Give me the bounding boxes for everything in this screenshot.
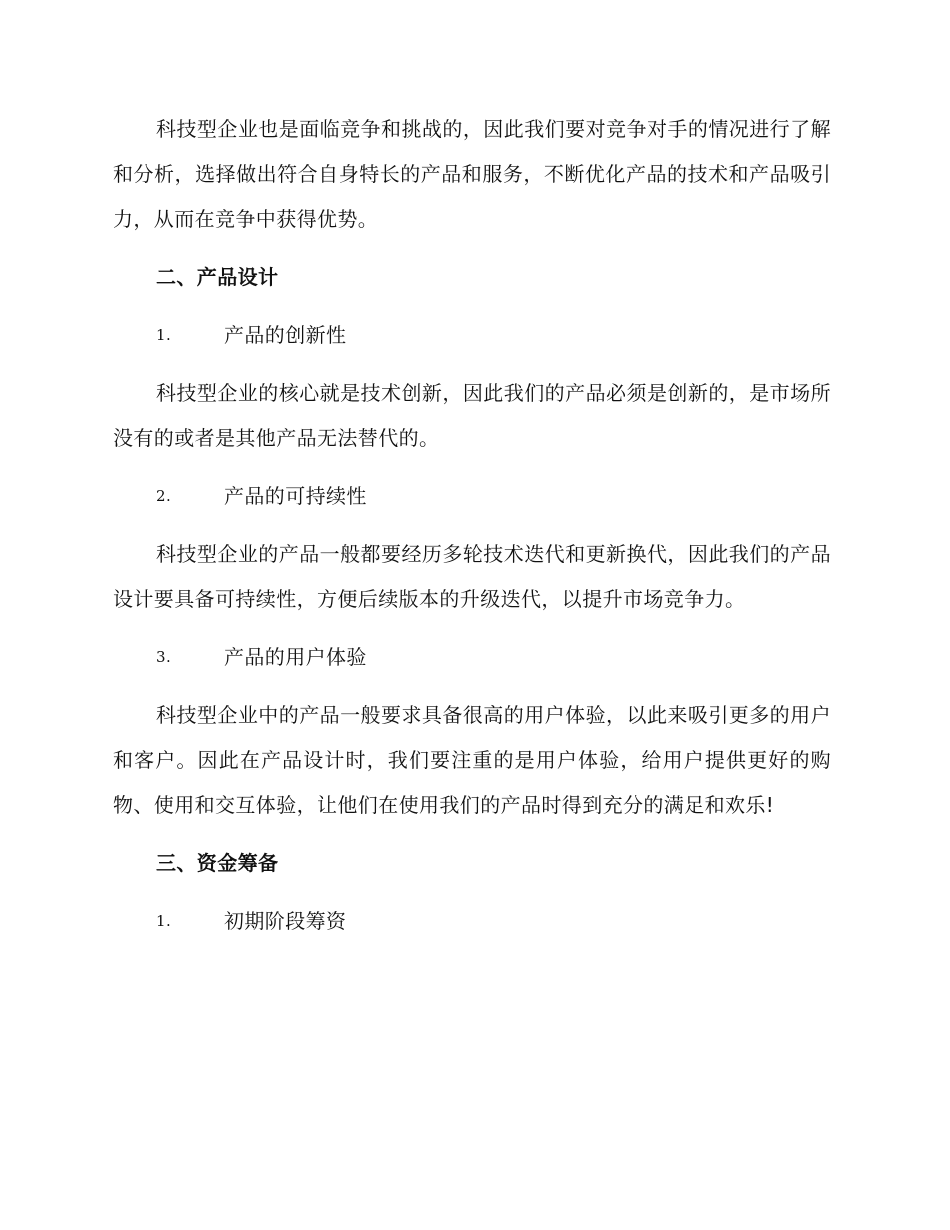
- list-item-initial-funding: [113, 899, 831, 944]
- list-number: 1.: [156, 912, 172, 930]
- document-body: [113, 107, 831, 957]
- list-item-innovation: [113, 313, 831, 358]
- list-item-user-experience: [113, 635, 831, 680]
- section-heading-funding: 三、资金筹备: [156, 851, 279, 875]
- list-label: 初期阶段筹资: [224, 909, 347, 933]
- list-number: 3.: [156, 648, 172, 666]
- paragraph-innovation: 科技型企业的核心就是技术创新，因此我们的产品必须是创新的，是市场所没有的或者是其他产品无法替代的。: [113, 381, 831, 450]
- paragraph-competition: 科技型企业也是面临竞争和挑战的，因此我们要对竞争对手的情况进行了解和分析，选择做出符合自身特长的产品和服务，不断优化产品的技术和产品吸引力，从而在竞争中获得优势。: [113, 117, 831, 231]
- list-label: 产品的创新性: [224, 323, 347, 347]
- list-label: 产品的用户体验: [224, 645, 367, 669]
- section-heading-product-design: 二、产品设计: [156, 265, 279, 289]
- list-item-sustainability: [113, 474, 831, 519]
- paragraph-sustainability: 科技型企业的产品一般都要经历多轮技术迭代和更新换代，因此我们的产品设计要具备可持续性，方便后续版本的升级迭代，以提升市场竞争力。: [113, 542, 831, 611]
- paragraph-user-experience: 科技型企业中的产品一般要求具备很高的用户体验，以此来吸引更多的用户和客户。因此在产品设计时，我们要注重的是用户体验，给用户提供更好的购物、使用和交互体验，让他们在使用我们的产品时得到充分的满足和欢乐!: [113, 703, 831, 817]
- list-number: 1.: [156, 326, 172, 344]
- list-number: 2.: [156, 487, 172, 505]
- list-label: 产品的可持续性: [224, 484, 367, 508]
